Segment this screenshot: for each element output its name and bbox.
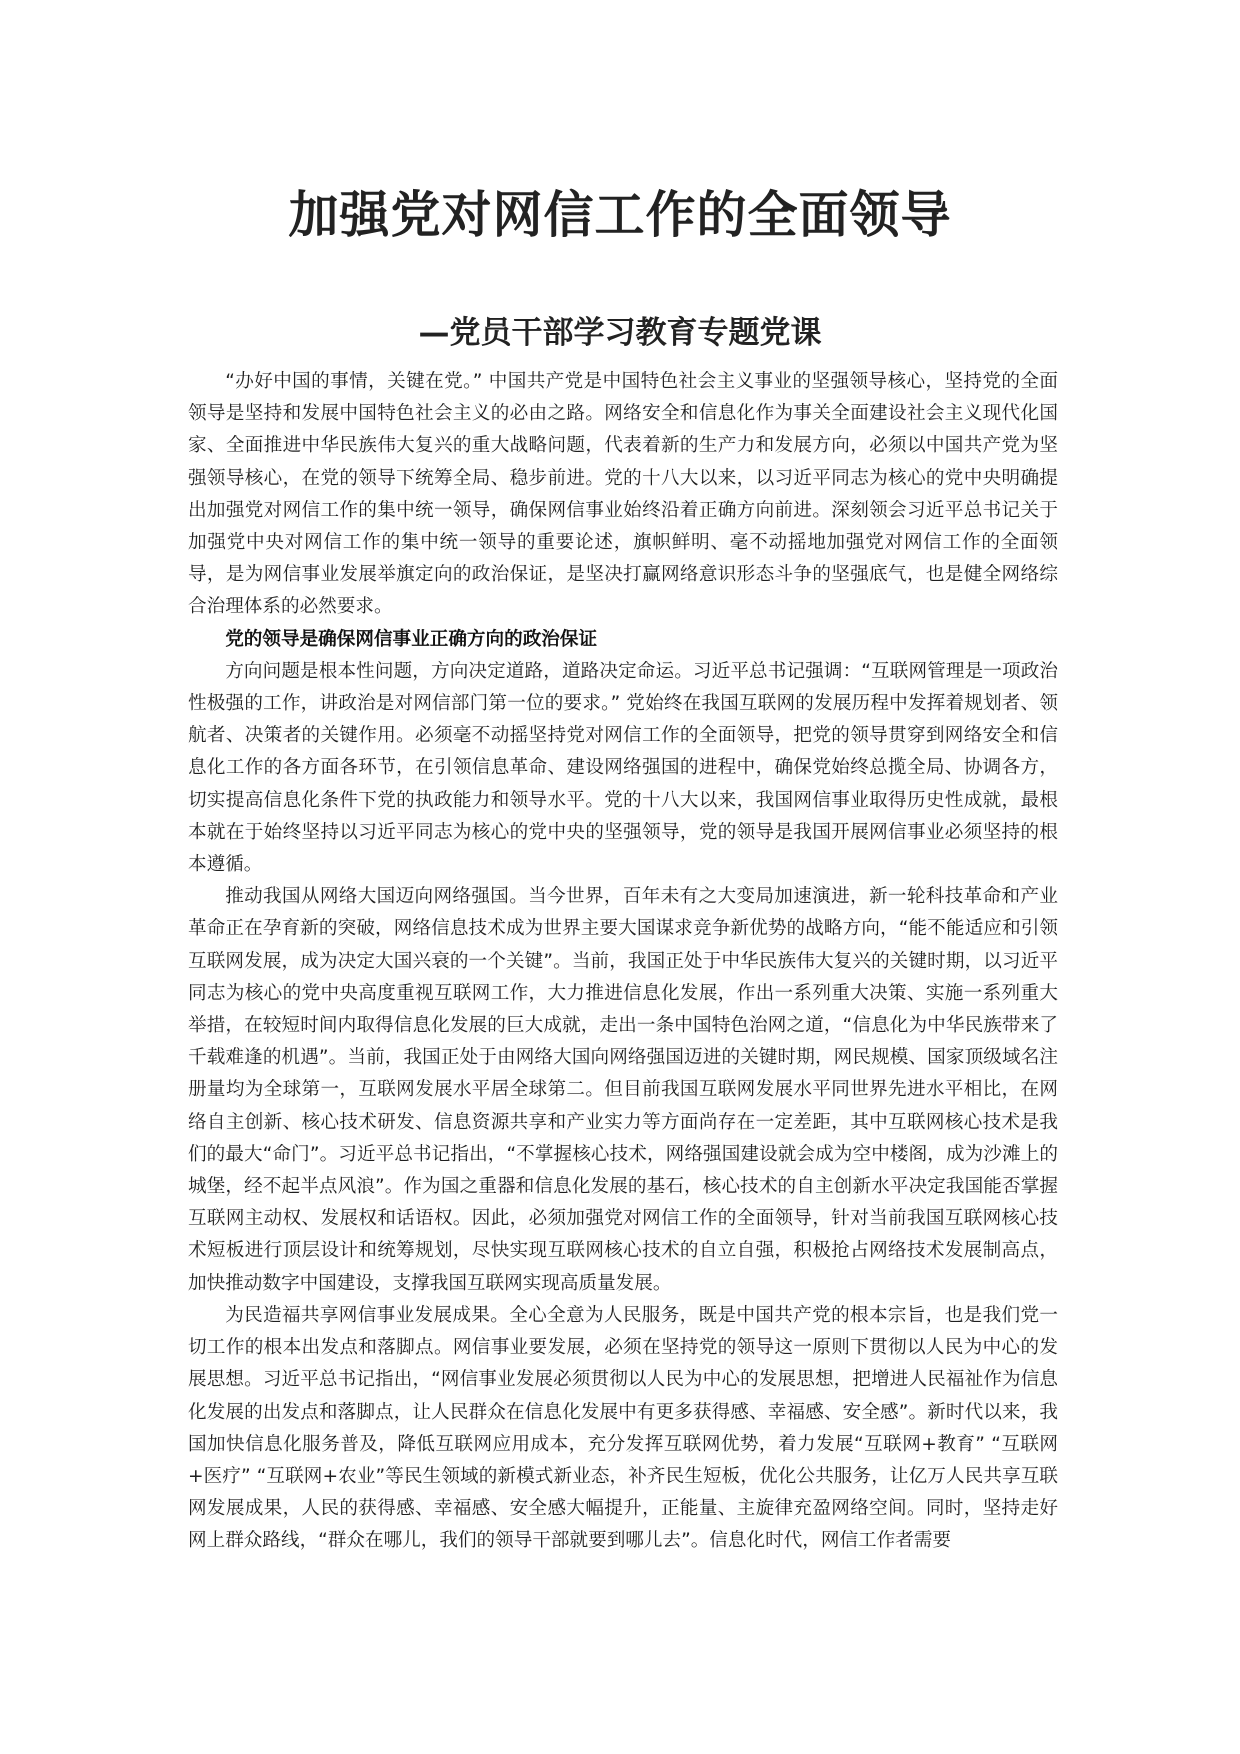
document-title: 加强党对网信工作的全面领导 bbox=[288, 186, 952, 244]
document-body bbox=[188, 366, 1058, 1558]
paragraph-intro: “办好中国的事情，关键在党。” 中国共产党是中国特色社会主义事业的坚强领导核心，坚持党的全面领导是坚持和发展中国特色社会主义的必由之路。网络安全和信息化作为事关全面建设社会主义现代化国家、全面推进中华民族伟大复兴的重大战略问题，代表着新的生产力和发展方向，必须以中国共产党为坚强领导核心，在党的领导下统筹全局、稳步前进。党的十八大以来，以习近平同志为核心的党中央明确提出加强党对网信工作的集中统一领导，确保网信事业始终沿着正确方向前进。深刻领会习近平总书记关于加强党中央对网信工作的集中统一领导的重要论述，旗帜鲜明、毫不动摇地加强党对网信工作的全面领导，是为网信事业发展举旗定向的政治保证，是坚决打赢网络意识形态斗争的坚强底气，也是健全网络综合治理体系的必然要求。 bbox=[188, 371, 1058, 618]
section-heading: 党的领导是确保网信事业正确方向的政治保证 bbox=[225, 628, 598, 650]
paragraph-direction: 方向问题是根本性问题，方向决定道路，道路决定命运。习近平总书记强调：“互联网管理是一项政治性极强的工作，讲政治是对网信部门第一位的要求。” 党始终在我国互联网的发展历程中发挥着规划者、领航者、决策者的关键作用。必须毫不动摇坚持党对网信工作的全面领导，把党的领导贯穿到网络安全和信息化工作的各方面各环节，在引领信息革命、建设网络强国的进程中，确保党始终总揽全局、协调各方，切实提高信息化条件下党的执政能力和领导水平。党的十八大以来，我国网信事业取得历史性成就，最根本就在于始终坚持以习近平同志为核心的党中央的坚强领导，党的领导是我国开展网信事业必须坚持的根本遵循。 bbox=[188, 660, 1058, 876]
paragraph-people-benefit: 为民造福共享网信事业发展成果。全心全意为人民服务，既是中国共产党的根本宗旨，也是我们党一切工作的根本出发点和落脚点。网信事业要发展，必须在坚持党的领导这一原则下贯彻以人民为中心的发展思想。习近平总书记指出，“网信事业发展必须贯彻以人民为中心的发展思想，把增进人民福祉作为信息化发展的出发点和落脚点，让人民群众在信息化发展中有更多获得感、幸福感、安全感”。新时代以来，我国加快信息化服务普及，降低互联网应用成本，充分发挥互联网优势，着力发展“互联网+教育” “互联网+医疗” “互联网+农业”等民生领域的新模式新业态，补齐民生短板，优化公共服务，让亿万人民共享互联网发展成果，人民的获得感、幸福感、安全感大幅提升，正能量、主旋律充盈网络空间。同时，坚持走好网上群众路线，“群众在哪儿，我们的领导干部就要到哪儿去”。信息化时代，网信工作者需要 bbox=[188, 1304, 1058, 1552]
document-subtitle: —党员干部学习教育专题党课 bbox=[418, 315, 822, 351]
paragraph-network-power: 推动我国从网络大国迈向网络强国。当今世界，百年未有之大变局加速演进，新一轮科技革命和产业革命正在孕育新的突破，网络信息技术成为世界主要大国谋求竞争新优势的战略方向，“能不能适应和引领互联网发展，成为决定大国兴衰的一个关键”。当前，我国正处于中华民族伟大复兴的关键时期，以习近平同志为核心的党中央高度重视互联网工作，大力推进信息化发展，作出一系列重大决策、实施一系列重大举措，在较短时间内取得信息化发展的巨大成就，走出一条中国特色治网之道，“信息化为中华民族带来了千载难逢的机遇”。当前，我国正处于由网络大国向网络强国迈进的关键时期，网民规模、国家顶级域名注册量均为全球第一，互联网发展水平居全球第二。但目前我国互联网发展水平同世界先进水平相比，在网络自主创新、核心技术研发、信息资源共享和产业实力等方面尚存在一定差距，其中互联网核心技术是我们的最大“命门”。习近平总书记指出，“不掌握核心技术，网络强国建设就会成为空中楼阁，成为沙滩上的城堡，经不起半点风浪”。作为国之重器和信息化发展的基石，核心技术的自主创新水平决定我国能否掌握互联网主动权、发展权和话语权。因此，必须加强党对网信工作的全面领导，针对当前我国互联网核心技术短板进行顶层设计和统筹规划，尽快实现互联网核心技术的自立自强，积极抢占网络技术发展制高点，加快推动数字中国建设，支撑我国互联网实现高质量发展。 bbox=[188, 886, 1058, 1294]
